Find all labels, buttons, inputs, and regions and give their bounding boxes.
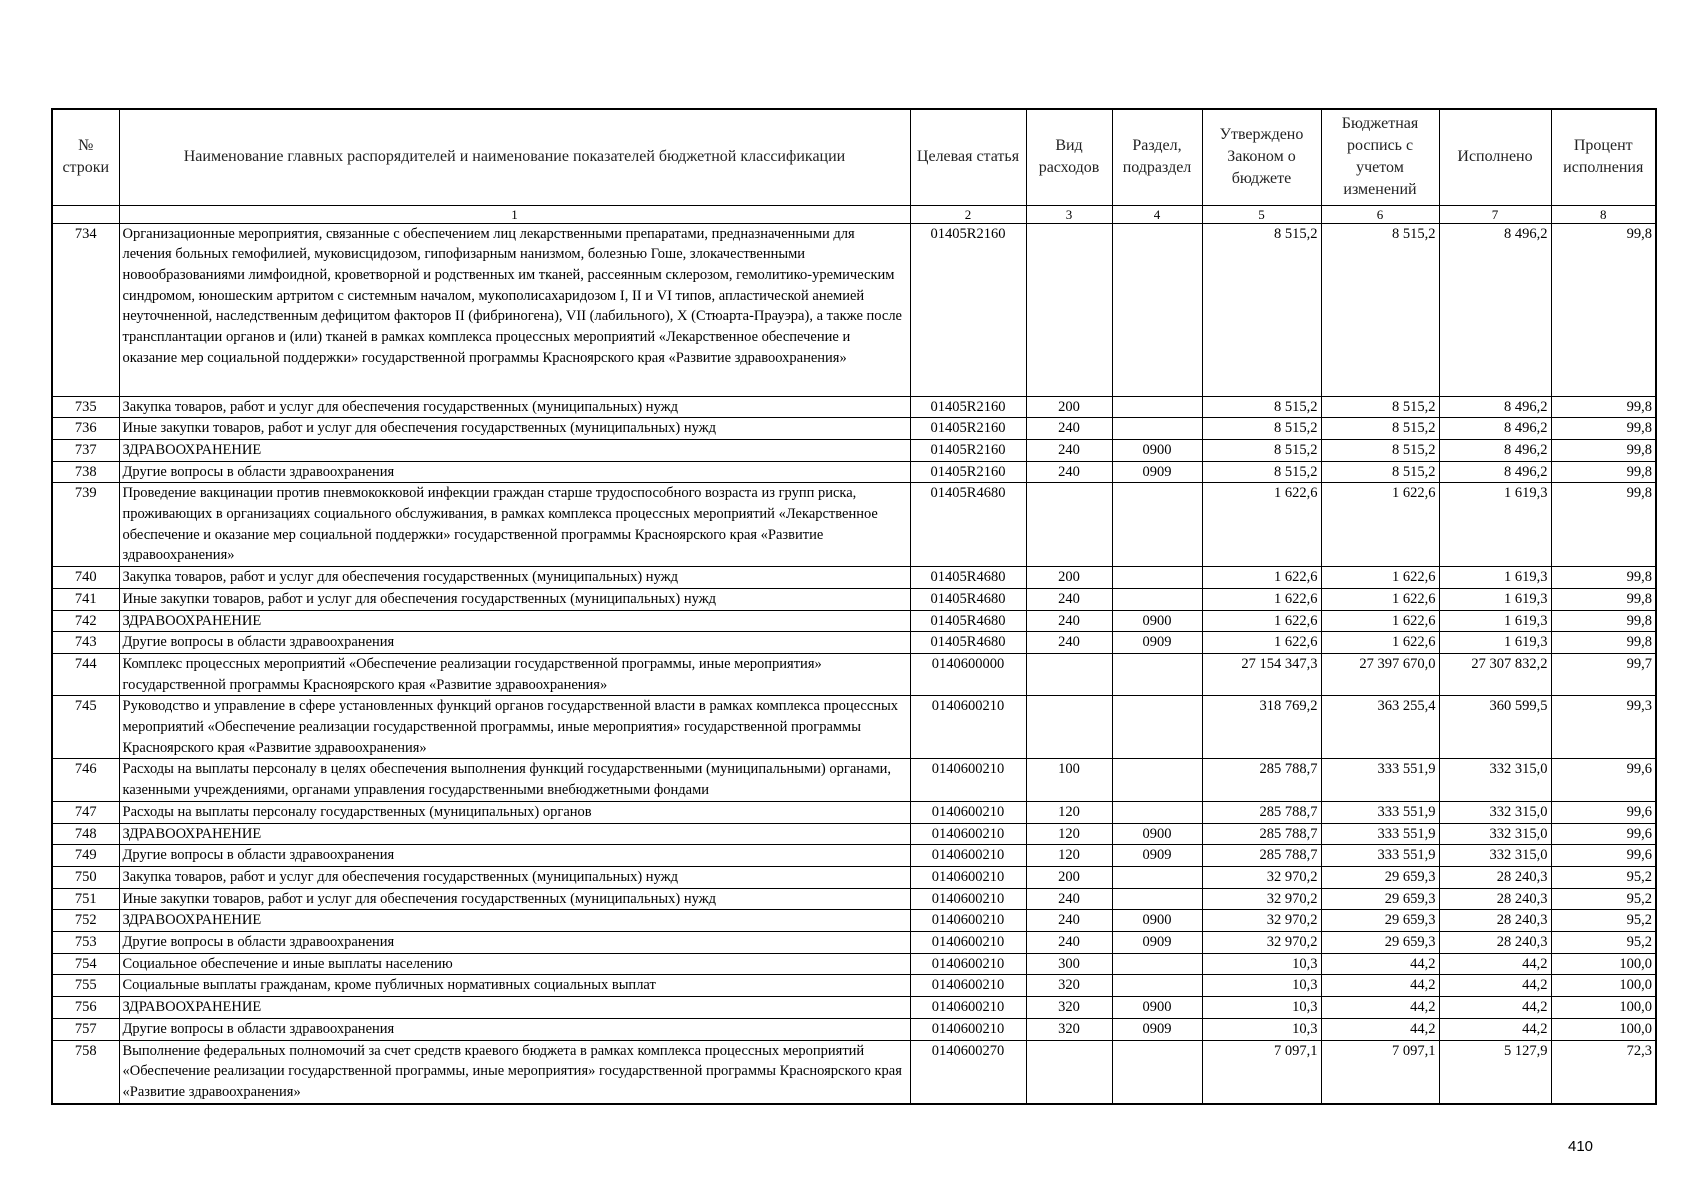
section-cell: 0900 (1112, 910, 1202, 932)
executed-amount-cell: 8 496,2 (1439, 396, 1551, 418)
table-row (52, 1040, 1656, 1104)
header-section: Раздел, подраздел (1112, 109, 1202, 205)
expense-type-cell: 120 (1026, 845, 1112, 867)
approved-amount-cell: 8 515,2 (1202, 461, 1321, 483)
executed-amount-cell: 44,2 (1439, 997, 1551, 1019)
column-number: 8 (1551, 205, 1656, 223)
section-cell: 0900 (1112, 997, 1202, 1019)
executed-amount-cell: 44,2 (1439, 1018, 1551, 1040)
column-number-blank (52, 205, 119, 223)
schedule-amount-cell: 44,2 (1321, 975, 1439, 997)
row-number-cell: 756 (52, 997, 119, 1019)
target-article-cell: 01405R2160 (910, 439, 1026, 461)
table-row (52, 845, 1656, 867)
executed-amount-cell: 332 315,0 (1439, 759, 1551, 801)
row-number-cell: 743 (52, 632, 119, 654)
section-cell (1112, 759, 1202, 801)
schedule-amount-cell: 1 622,6 (1321, 610, 1439, 632)
expense-type-cell: 240 (1026, 932, 1112, 954)
expense-type-cell: 240 (1026, 588, 1112, 610)
percent-cell: 99,8 (1551, 588, 1656, 610)
target-article-cell: 0140600210 (910, 910, 1026, 932)
row-name-cell: Иные закупки товаров, работ и услуг для обеспечения государственных (муниципальных) нужд (119, 888, 910, 910)
executed-amount-cell: 332 315,0 (1439, 845, 1551, 867)
executed-amount-cell: 44,2 (1439, 953, 1551, 975)
approved-amount-cell: 8 515,2 (1202, 396, 1321, 418)
expense-type-cell: 240 (1026, 910, 1112, 932)
executed-amount-cell: 28 240,3 (1439, 910, 1551, 932)
target-article-cell: 0140600210 (910, 845, 1026, 867)
row-number-cell: 757 (52, 1018, 119, 1040)
row-number-cell: 752 (52, 910, 119, 932)
schedule-amount-cell: 333 551,9 (1321, 845, 1439, 867)
expense-type-cell (1026, 696, 1112, 759)
target-article-cell: 01405R4680 (910, 483, 1026, 567)
expense-type-cell: 320 (1026, 975, 1112, 997)
row-name-cell: Расходы на выплаты персоналу государственных (муниципальных) органов (119, 801, 910, 823)
section-cell: 0909 (1112, 461, 1202, 483)
budget-table (51, 108, 1657, 1105)
executed-amount-cell: 28 240,3 (1439, 888, 1551, 910)
section-cell: 0909 (1112, 932, 1202, 954)
schedule-amount-cell: 7 097,1 (1321, 1040, 1439, 1104)
section-cell: 0909 (1112, 845, 1202, 867)
row-name-cell: Организационные мероприятия, связанные с обеспечением лиц лекарственными препаратами, предназначенными для лечения больных гемофилией, муковисцидозом, гипофизарным нанизмом, болезнью Гоше, злокачественными новообразованиями лимфоидной, кроветворной и родственных им тканей, рассеянным склерозом, гемолитико-уремическим синдромом, юношеским артритом с системным началом, мукополисахаридозом I, II и VI типов, апластической анемией неуточненной, наследственным дефицитом факторов II (фибриногена), VII (лабильного), X (Стюарта-Прауэра), а также после трансплантации органов и (или) тканей в рамках комплекса процессных мероприятий «Лекарственное обеспечение и оказание мер социальной поддержки» государственной программы Красноярского края «Развитие здравоохранения» (119, 223, 910, 396)
expense-type-cell: 240 (1026, 461, 1112, 483)
expense-type-cell: 320 (1026, 1018, 1112, 1040)
approved-amount-cell: 10,3 (1202, 1018, 1321, 1040)
expense-type-cell: 240 (1026, 610, 1112, 632)
schedule-amount-cell: 1 622,6 (1321, 632, 1439, 654)
section-cell: 0909 (1112, 632, 1202, 654)
row-number-cell: 735 (52, 396, 119, 418)
table-row (52, 1018, 1656, 1040)
table-row (52, 653, 1656, 695)
percent-cell: 72,3 (1551, 1040, 1656, 1104)
header-row-number: № строки (52, 109, 119, 205)
executed-amount-cell: 44,2 (1439, 975, 1551, 997)
row-name-cell: Иные закупки товаров, работ и услуг для обеспечения государственных (муниципальных) нужд (119, 418, 910, 440)
executed-amount-cell: 360 599,5 (1439, 696, 1551, 759)
expense-type-cell: 240 (1026, 439, 1112, 461)
expense-type-cell: 240 (1026, 418, 1112, 440)
percent-cell: 99,3 (1551, 696, 1656, 759)
row-name-cell: Комплекс процессных мероприятий «Обеспечение реализации государственной программы, иные мероприятия» государственной программы Красноярского края «Развитие здравоохранения» (119, 653, 910, 695)
table-row (52, 888, 1656, 910)
row-number-cell: 753 (52, 932, 119, 954)
column-number: 4 (1112, 205, 1202, 223)
schedule-amount-cell: 333 551,9 (1321, 801, 1439, 823)
executed-amount-cell: 27 307 832,2 (1439, 653, 1551, 695)
schedule-amount-cell: 8 515,2 (1321, 439, 1439, 461)
target-article-cell: 0140600210 (910, 696, 1026, 759)
row-number-cell: 734 (52, 223, 119, 396)
executed-amount-cell: 332 315,0 (1439, 823, 1551, 845)
approved-amount-cell: 10,3 (1202, 953, 1321, 975)
schedule-amount-cell: 27 397 670,0 (1321, 653, 1439, 695)
schedule-amount-cell: 1 622,6 (1321, 567, 1439, 589)
row-name-cell: Закупка товаров, работ и услуг для обеспечения государственных (муниципальных) нужд (119, 396, 910, 418)
approved-amount-cell: 1 622,6 (1202, 567, 1321, 589)
row-number-cell: 739 (52, 483, 119, 567)
target-article-cell: 01405R4680 (910, 632, 1026, 654)
expense-type-cell: 300 (1026, 953, 1112, 975)
row-name-cell: ЗДРАВООХРАНЕНИЕ (119, 997, 910, 1019)
expense-type-cell: 100 (1026, 759, 1112, 801)
header-approved: Утверждено Законом о бюджете (1202, 109, 1321, 205)
table-row (52, 610, 1656, 632)
column-number: 2 (910, 205, 1026, 223)
executed-amount-cell: 8 496,2 (1439, 461, 1551, 483)
table-row (52, 483, 1656, 567)
expense-type-cell (1026, 1040, 1112, 1104)
target-article-cell: 0140600210 (910, 1018, 1026, 1040)
column-number: 7 (1439, 205, 1551, 223)
header-percent: Процент исполнения (1551, 109, 1656, 205)
approved-amount-cell: 32 970,2 (1202, 910, 1321, 932)
section-cell (1112, 567, 1202, 589)
approved-amount-cell: 318 769,2 (1202, 696, 1321, 759)
approved-amount-cell: 1 622,6 (1202, 588, 1321, 610)
percent-cell: 99,7 (1551, 653, 1656, 695)
target-article-cell: 01405R2160 (910, 461, 1026, 483)
row-number-cell: 751 (52, 888, 119, 910)
section-cell: 0900 (1112, 439, 1202, 461)
row-name-cell: Другие вопросы в области здравоохранения (119, 845, 910, 867)
section-cell: 0900 (1112, 823, 1202, 845)
row-name-cell: Расходы на выплаты персоналу в целях обеспечения выполнения функций государственными (муниципальными) органами, казенными учреждениями, органами управления государственными внебюджетными фондами (119, 759, 910, 801)
approved-amount-cell: 8 515,2 (1202, 418, 1321, 440)
expense-type-cell: 200 (1026, 396, 1112, 418)
table-row (52, 567, 1656, 589)
table-row (52, 932, 1656, 954)
table-row (52, 439, 1656, 461)
target-article-cell: 01405R4680 (910, 588, 1026, 610)
approved-amount-cell: 10,3 (1202, 975, 1321, 997)
percent-cell: 99,8 (1551, 418, 1656, 440)
section-cell: 0900 (1112, 610, 1202, 632)
approved-amount-cell: 27 154 347,3 (1202, 653, 1321, 695)
table-row (52, 997, 1656, 1019)
row-number-cell: 755 (52, 975, 119, 997)
target-article-cell: 0140600270 (910, 1040, 1026, 1104)
expense-type-cell: 120 (1026, 801, 1112, 823)
row-number-cell: 758 (52, 1040, 119, 1104)
schedule-amount-cell: 8 515,2 (1321, 396, 1439, 418)
expense-type-cell: 120 (1026, 823, 1112, 845)
table-row (52, 866, 1656, 888)
target-article-cell: 0140600000 (910, 653, 1026, 695)
section-cell (1112, 223, 1202, 396)
executed-amount-cell: 28 240,3 (1439, 932, 1551, 954)
table-row (52, 696, 1656, 759)
target-article-cell: 0140600210 (910, 997, 1026, 1019)
target-article-cell: 01405R2160 (910, 396, 1026, 418)
percent-cell: 99,8 (1551, 632, 1656, 654)
approved-amount-cell: 285 788,7 (1202, 823, 1321, 845)
approved-amount-cell: 8 515,2 (1202, 439, 1321, 461)
approved-amount-cell: 285 788,7 (1202, 801, 1321, 823)
header-expense-type: Вид расходов (1026, 109, 1112, 205)
section-cell (1112, 1040, 1202, 1104)
section-cell (1112, 483, 1202, 567)
schedule-amount-cell: 29 659,3 (1321, 910, 1439, 932)
row-name-cell: Другие вопросы в области здравоохранения (119, 1018, 910, 1040)
approved-amount-cell: 1 622,6 (1202, 632, 1321, 654)
table-row (52, 588, 1656, 610)
percent-cell: 99,8 (1551, 567, 1656, 589)
expense-type-cell: 320 (1026, 997, 1112, 1019)
column-number: 5 (1202, 205, 1321, 223)
executed-amount-cell: 1 619,3 (1439, 610, 1551, 632)
approved-amount-cell: 32 970,2 (1202, 866, 1321, 888)
target-article-cell: 0140600210 (910, 888, 1026, 910)
row-number-cell: 748 (52, 823, 119, 845)
column-number: 3 (1026, 205, 1112, 223)
header-executed: Исполнено (1439, 109, 1551, 205)
table-row (52, 759, 1656, 801)
row-name-cell: Социальное обеспечение и иные выплаты населению (119, 953, 910, 975)
header-name: Наименование главных распорядителей и наименование показателей бюджетной классификации (119, 109, 910, 205)
percent-cell: 99,8 (1551, 439, 1656, 461)
schedule-amount-cell: 29 659,3 (1321, 866, 1439, 888)
expense-type-cell (1026, 223, 1112, 396)
row-name-cell: Закупка товаров, работ и услуг для обеспечения государственных (муниципальных) нужд (119, 866, 910, 888)
percent-cell: 99,6 (1551, 845, 1656, 867)
page-number: 410 (1568, 1138, 1594, 1155)
percent-cell: 95,2 (1551, 888, 1656, 910)
section-cell (1112, 418, 1202, 440)
row-number-cell: 737 (52, 439, 119, 461)
target-article-cell: 0140600210 (910, 975, 1026, 997)
approved-amount-cell: 285 788,7 (1202, 759, 1321, 801)
approved-amount-cell: 8 515,2 (1202, 223, 1321, 396)
percent-cell: 99,8 (1551, 396, 1656, 418)
schedule-amount-cell: 44,2 (1321, 997, 1439, 1019)
executed-amount-cell: 8 496,2 (1439, 439, 1551, 461)
row-name-cell: ЗДРАВООХРАНЕНИЕ (119, 823, 910, 845)
percent-cell: 99,8 (1551, 610, 1656, 632)
target-article-cell: 0140600210 (910, 932, 1026, 954)
target-article-cell: 01405R2160 (910, 223, 1026, 396)
approved-amount-cell: 1 622,6 (1202, 610, 1321, 632)
column-numbers-row (52, 205, 1656, 223)
schedule-amount-cell: 1 622,6 (1321, 588, 1439, 610)
row-name-cell: Выполнение федеральных полномочий за счет средств краевого бюджета в рамках комплекса процессных мероприятий «Обеспечение реализации государственной программы, иные мероприятия» государственной программы Красноярского края «Развитие здравоохранения» (119, 1040, 910, 1104)
row-number-cell: 745 (52, 696, 119, 759)
executed-amount-cell: 28 240,3 (1439, 866, 1551, 888)
approved-amount-cell: 285 788,7 (1202, 845, 1321, 867)
schedule-amount-cell: 44,2 (1321, 1018, 1439, 1040)
executed-amount-cell: 5 127,9 (1439, 1040, 1551, 1104)
schedule-amount-cell: 29 659,3 (1321, 932, 1439, 954)
target-article-cell: 01405R4680 (910, 610, 1026, 632)
row-number-cell: 750 (52, 866, 119, 888)
row-number-cell: 736 (52, 418, 119, 440)
row-name-cell: Иные закупки товаров, работ и услуг для обеспечения государственных (муниципальных) нужд (119, 588, 910, 610)
expense-type-cell (1026, 483, 1112, 567)
executed-amount-cell: 1 619,3 (1439, 567, 1551, 589)
percent-cell: 100,0 (1551, 997, 1656, 1019)
row-name-cell: Руководство и управление в сфере установленных функций органов государственной власти в рамках комплекса процессных мероприятий «Обеспечение реализации государственной программы, иные мероприятия» государственной программы Красноярского края «Развитие здравоохранения» (119, 696, 910, 759)
percent-cell: 95,2 (1551, 910, 1656, 932)
percent-cell: 99,8 (1551, 223, 1656, 396)
executed-amount-cell: 1 619,3 (1439, 588, 1551, 610)
row-name-cell: Другие вопросы в области здравоохранения (119, 461, 910, 483)
schedule-amount-cell: 8 515,2 (1321, 418, 1439, 440)
expense-type-cell: 240 (1026, 888, 1112, 910)
table-body (52, 223, 1656, 1104)
section-cell (1112, 653, 1202, 695)
row-name-cell: Закупка товаров, работ и услуг для обеспечения государственных (муниципальных) нужд (119, 567, 910, 589)
executed-amount-cell: 8 496,2 (1439, 418, 1551, 440)
row-name-cell: Проведение вакцинации против пневмококковой инфекции граждан старше трудоспособного возраста из групп риска, проживающих в организациях социального обслуживания, в рамках комплекса процессных мероприятий «Лекарственное обеспечение и оказание мер социальной поддержки» государственной программы Красноярского края «Развитие здравоохранения» (119, 483, 910, 567)
row-number-cell: 742 (52, 610, 119, 632)
table-row (52, 801, 1656, 823)
table-row (52, 418, 1656, 440)
schedule-amount-cell: 363 255,4 (1321, 696, 1439, 759)
target-article-cell: 01405R4680 (910, 567, 1026, 589)
schedule-amount-cell: 44,2 (1321, 953, 1439, 975)
percent-cell: 100,0 (1551, 1018, 1656, 1040)
row-number-cell: 741 (52, 588, 119, 610)
row-number-cell: 754 (52, 953, 119, 975)
table-row (52, 396, 1656, 418)
section-cell (1112, 696, 1202, 759)
expense-type-cell: 200 (1026, 866, 1112, 888)
target-article-cell: 0140600210 (910, 759, 1026, 801)
row-name-cell: Другие вопросы в области здравоохранения (119, 932, 910, 954)
expense-type-cell: 200 (1026, 567, 1112, 589)
target-article-cell: 0140600210 (910, 823, 1026, 845)
table-row (52, 823, 1656, 845)
approved-amount-cell: 32 970,2 (1202, 888, 1321, 910)
section-cell (1112, 953, 1202, 975)
approved-amount-cell: 32 970,2 (1202, 932, 1321, 954)
schedule-amount-cell: 8 515,2 (1321, 461, 1439, 483)
section-cell (1112, 975, 1202, 997)
expense-type-cell (1026, 653, 1112, 695)
percent-cell: 99,6 (1551, 759, 1656, 801)
percent-cell: 99,8 (1551, 483, 1656, 567)
approved-amount-cell: 7 097,1 (1202, 1040, 1321, 1104)
header-budget-schedule: Бюджетная роспись с учетом изменений (1321, 109, 1439, 205)
executed-amount-cell: 332 315,0 (1439, 801, 1551, 823)
header-row (52, 109, 1656, 205)
percent-cell: 95,2 (1551, 866, 1656, 888)
table-row (52, 953, 1656, 975)
schedule-amount-cell: 333 551,9 (1321, 759, 1439, 801)
row-name-cell: Другие вопросы в области здравоохранения (119, 632, 910, 654)
executed-amount-cell: 1 619,3 (1439, 632, 1551, 654)
percent-cell: 99,8 (1551, 461, 1656, 483)
section-cell (1112, 888, 1202, 910)
schedule-amount-cell: 333 551,9 (1321, 823, 1439, 845)
target-article-cell: 0140600210 (910, 866, 1026, 888)
table-row (52, 461, 1656, 483)
table-row (52, 223, 1656, 396)
row-name-cell: ЗДРАВООХРАНЕНИЕ (119, 610, 910, 632)
percent-cell: 100,0 (1551, 975, 1656, 997)
table-row (52, 632, 1656, 654)
executed-amount-cell: 1 619,3 (1439, 483, 1551, 567)
row-name-cell: Социальные выплаты гражданам, кроме публичных нормативных социальных выплат (119, 975, 910, 997)
section-cell (1112, 801, 1202, 823)
schedule-amount-cell: 29 659,3 (1321, 888, 1439, 910)
row-number-cell: 744 (52, 653, 119, 695)
column-number: 6 (1321, 205, 1439, 223)
table-row (52, 910, 1656, 932)
approved-amount-cell: 10,3 (1202, 997, 1321, 1019)
section-cell (1112, 396, 1202, 418)
row-name-cell: ЗДРАВООХРАНЕНИЕ (119, 910, 910, 932)
percent-cell: 99,6 (1551, 823, 1656, 845)
schedule-amount-cell: 1 622,6 (1321, 483, 1439, 567)
budget-document (51, 108, 1655, 1105)
percent-cell: 100,0 (1551, 953, 1656, 975)
target-article-cell: 0140600210 (910, 953, 1026, 975)
expense-type-cell: 240 (1026, 632, 1112, 654)
section-cell (1112, 588, 1202, 610)
percent-cell: 99,6 (1551, 801, 1656, 823)
executed-amount-cell: 8 496,2 (1439, 223, 1551, 396)
table-row (52, 975, 1656, 997)
target-article-cell: 01405R2160 (910, 418, 1026, 440)
percent-cell: 95,2 (1551, 932, 1656, 954)
schedule-amount-cell: 8 515,2 (1321, 223, 1439, 396)
target-article-cell: 0140600210 (910, 801, 1026, 823)
row-number-cell: 738 (52, 461, 119, 483)
row-number-cell: 746 (52, 759, 119, 801)
row-name-cell: ЗДРАВООХРАНЕНИЕ (119, 439, 910, 461)
section-cell: 0909 (1112, 1018, 1202, 1040)
section-cell (1112, 866, 1202, 888)
column-number: 1 (119, 205, 910, 223)
row-number-cell: 747 (52, 801, 119, 823)
approved-amount-cell: 1 622,6 (1202, 483, 1321, 567)
header-target-article: Целевая статья (910, 109, 1026, 205)
row-number-cell: 740 (52, 567, 119, 589)
row-number-cell: 749 (52, 845, 119, 867)
